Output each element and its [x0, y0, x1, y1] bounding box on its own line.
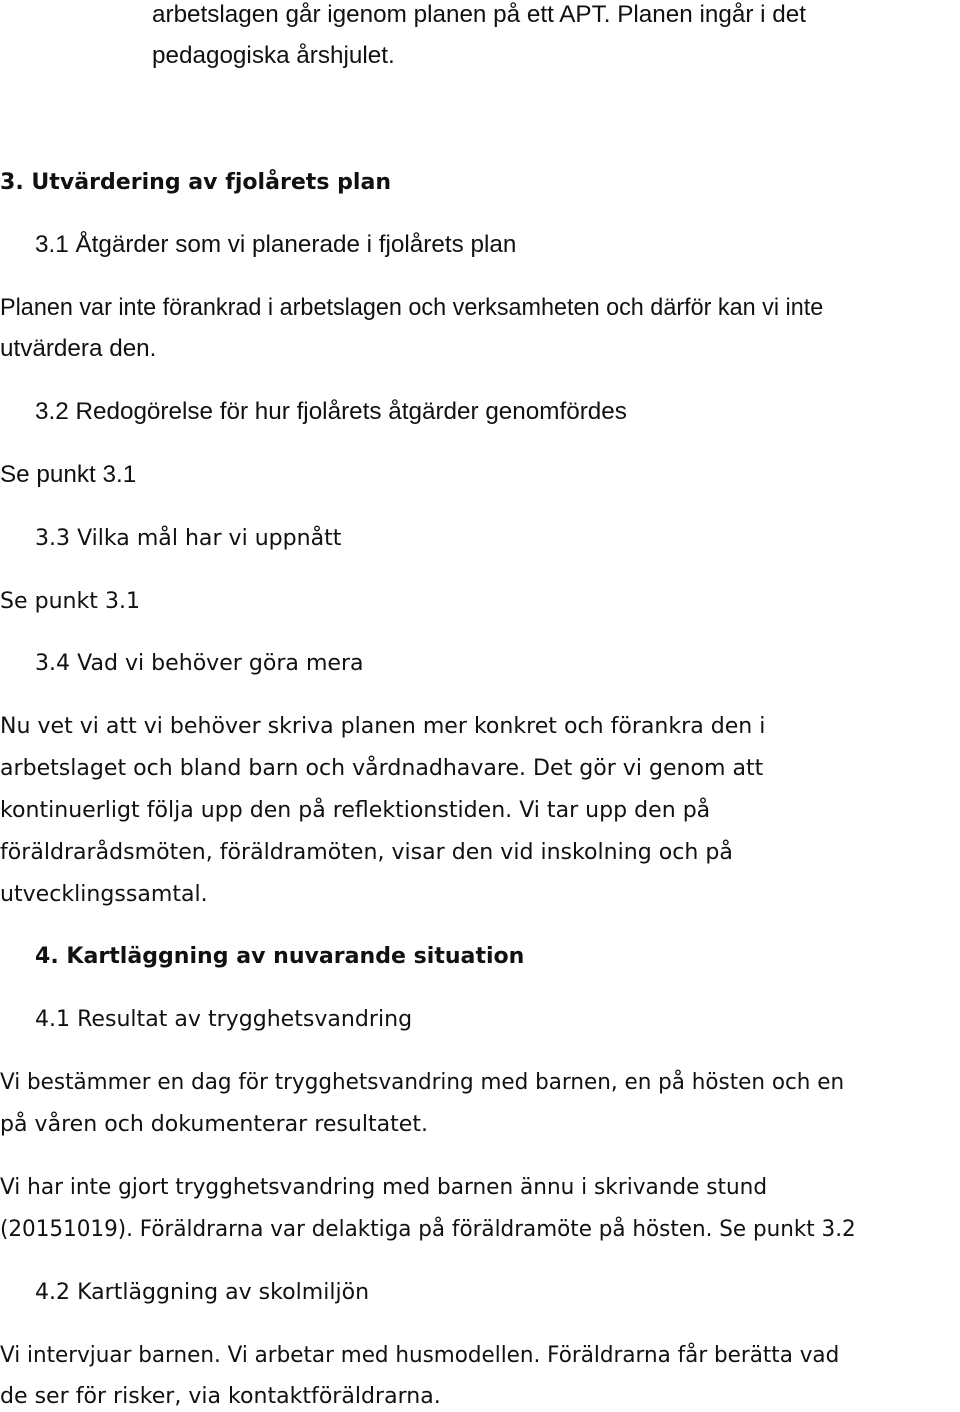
- section-4-heading: 4. Kartläggning av nuvarande situation: [35, 943, 525, 969]
- section-3-1-text-line-1: Planen var inte förankrad i arbetslagen och verksamheten och därför kan vi inte: [0, 294, 824, 321]
- section-3-4-text-line-3: kontinuerligt följa upp den på reflektionstiden. Vi tar upp den på: [0, 797, 711, 823]
- section-4-1-text-line-2: på våren och dokumenterar resultatet.: [0, 1111, 429, 1137]
- section-4-1-text-line-3: Vi har inte gjort trygghetsvandring med barnen ännu i skrivande stund: [0, 1174, 768, 1200]
- section-3-4-text-line-2: arbetslaget och bland barn och vårdnadhavare. Det gör vi genom att: [0, 755, 764, 781]
- section-3-4-text-line-5: utvecklingssamtal.: [0, 881, 208, 907]
- section-3-3-text: Se punkt 3.1: [0, 588, 141, 614]
- section-4-2-text-line-2: de ser för risker, via kontaktföräldrarna.: [0, 1383, 441, 1409]
- section-3-1-heading: 3.1 Åtgärder som vi planerade i fjolårets plan: [35, 231, 517, 258]
- section-3-2-text: Se punkt 3.1: [0, 461, 137, 488]
- intro-line-2: pedagogiska årshjulet.: [152, 42, 395, 69]
- section-3-4-heading: 3.4 Vad vi behöver göra mera: [35, 650, 364, 676]
- section-3-4-text-line-1: Nu vet vi att vi behöver skriva planen mer konkret och förankra den i: [0, 713, 766, 739]
- section-4-1-text-line-1: Vi bestämmer en dag för trygghetsvandring med barnen, en på hösten och en: [0, 1069, 845, 1095]
- section-3-1-text-line-2: utvärdera den.: [0, 335, 157, 362]
- section-3-4-text-line-4: föräldrarådsmöten, föräldramöten, visar den vid inskolning och på: [0, 839, 733, 865]
- section-4-2-heading: 4.2 Kartläggning av skolmiljön: [35, 1279, 370, 1305]
- section-3-2-heading: 3.2 Redogörelse för hur fjolårets åtgärder genomfördes: [35, 398, 627, 425]
- section-4-1-heading: 4.1 Resultat av trygghetsvandring: [35, 1006, 413, 1032]
- intro-line-1: arbetslagen går igenom planen på ett APT. Planen ingår i det: [152, 1, 806, 28]
- section-3-heading: 3. Utvärdering av fjolårets plan: [0, 169, 392, 195]
- section-4-2-text-line-1: Vi intervjuar barnen. Vi arbetar med husmodellen. Föräldrarna får berätta vad: [0, 1342, 840, 1368]
- section-4-1-text-line-4: (20151019). Föräldrarna var delaktiga på föräldramöte på hösten. Se punkt 3.2: [0, 1216, 856, 1242]
- section-3-3-heading: 3.3 Vilka mål har vi uppnått: [35, 525, 342, 551]
